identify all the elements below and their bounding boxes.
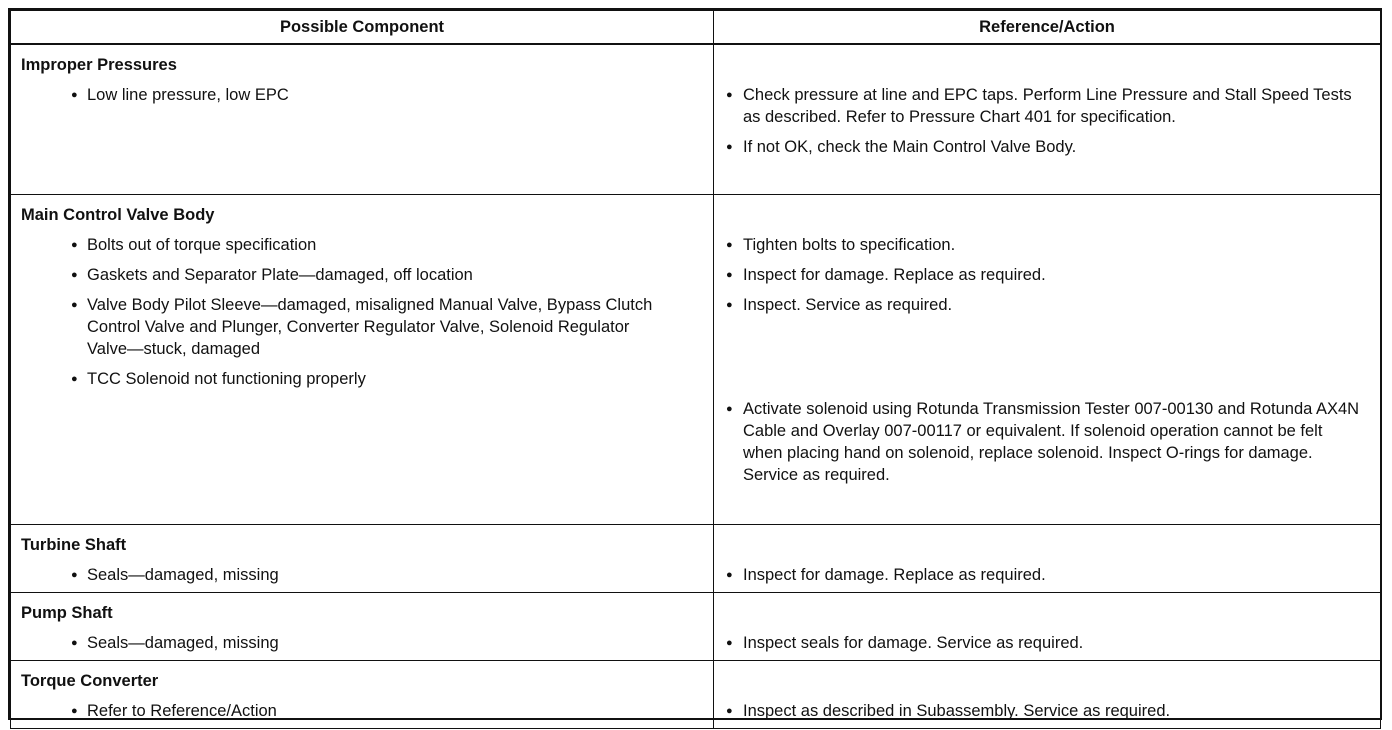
list-item: ● Gaskets and Separator Plate—damaged, off location bbox=[21, 264, 703, 286]
list-item: ● TCC Solenoid not functioning properly bbox=[21, 368, 703, 390]
header-row bbox=[11, 11, 1381, 45]
action-list bbox=[726, 84, 1370, 158]
list-item: ● Seals—damaged, missing bbox=[21, 564, 703, 586]
group-title: Turbine Shaft bbox=[21, 535, 127, 554]
header-possible-component: Possible Component bbox=[11, 11, 714, 45]
table-row bbox=[11, 524, 1381, 592]
table-row bbox=[11, 660, 1381, 728]
header-reference-action: Reference/Action bbox=[714, 11, 1381, 45]
action-list bbox=[726, 700, 1370, 722]
action-cell bbox=[714, 194, 1381, 524]
component-list bbox=[21, 564, 703, 586]
list-item: ● If not OK, check the Main Control Valve Body. bbox=[726, 136, 1370, 158]
list-item: ● Low line pressure, low EPC bbox=[21, 84, 703, 106]
table-row bbox=[11, 592, 1381, 660]
list-item: ● Inspect for damage. Replace as required. bbox=[726, 264, 1370, 286]
action-list bbox=[726, 234, 1370, 486]
action-list bbox=[726, 632, 1370, 654]
list-item: ● Activate solenoid using Rotunda Transmission Tester 007-00130 and Rotunda AX4N Cable and Overlay 007-00117 or equivalent. If solenoid operation cannot be felt when placing hand on solenoid, replace solenoid. Inspect O-rings for damage. Service as required. bbox=[726, 398, 1370, 486]
group-title: Torque Converter bbox=[21, 671, 159, 690]
component-cell bbox=[11, 194, 714, 524]
group-title: Pump Shaft bbox=[21, 603, 113, 622]
action-cell bbox=[714, 592, 1381, 660]
action-cell bbox=[714, 660, 1381, 728]
diagnosis-table bbox=[8, 8, 1382, 720]
component-list bbox=[21, 632, 703, 654]
diagnosis-table-grid bbox=[10, 10, 1381, 729]
list-item: ● Inspect as described in Subassembly. Service as required. bbox=[726, 700, 1370, 722]
list-item: ● Refer to Reference/Action bbox=[21, 700, 703, 722]
list-item: ● Inspect for damage. Replace as required. bbox=[726, 564, 1370, 586]
component-cell bbox=[11, 524, 714, 592]
list-item: ● Bolts out of torque specification bbox=[21, 234, 703, 256]
table-row bbox=[11, 194, 1381, 524]
list-item: ● Inspect seals for damage. Service as required. bbox=[726, 632, 1370, 654]
list-item: ● Inspect. Service as required. bbox=[726, 294, 1370, 316]
table-row bbox=[11, 44, 1381, 194]
component-list bbox=[21, 84, 703, 106]
list-item: ● Valve Body Pilot Sleeve—damaged, misaligned Manual Valve, Bypass Clutch Control Valve and Plunger, Converter Regulator Valve, Solenoid Regulator Valve—stuck, damaged bbox=[21, 294, 703, 360]
component-list bbox=[21, 700, 703, 722]
group-title: Improper Pressures bbox=[21, 56, 177, 74]
component-cell bbox=[11, 592, 714, 660]
component-cell bbox=[11, 44, 714, 194]
component-cell bbox=[11, 660, 714, 728]
list-item: ● Tighten bolts to specification. bbox=[726, 234, 1370, 256]
action-cell bbox=[714, 524, 1381, 592]
component-list bbox=[21, 234, 703, 390]
list-item: ● Check pressure at line and EPC taps. Perform Line Pressure and Stall Speed Tests as described. Refer to Pressure Chart 401 for specification. bbox=[726, 84, 1370, 128]
action-cell bbox=[714, 44, 1381, 194]
list-item: ● Seals—damaged, missing bbox=[21, 632, 703, 654]
group-title: Main Control Valve Body bbox=[21, 205, 215, 224]
action-list bbox=[726, 564, 1370, 586]
